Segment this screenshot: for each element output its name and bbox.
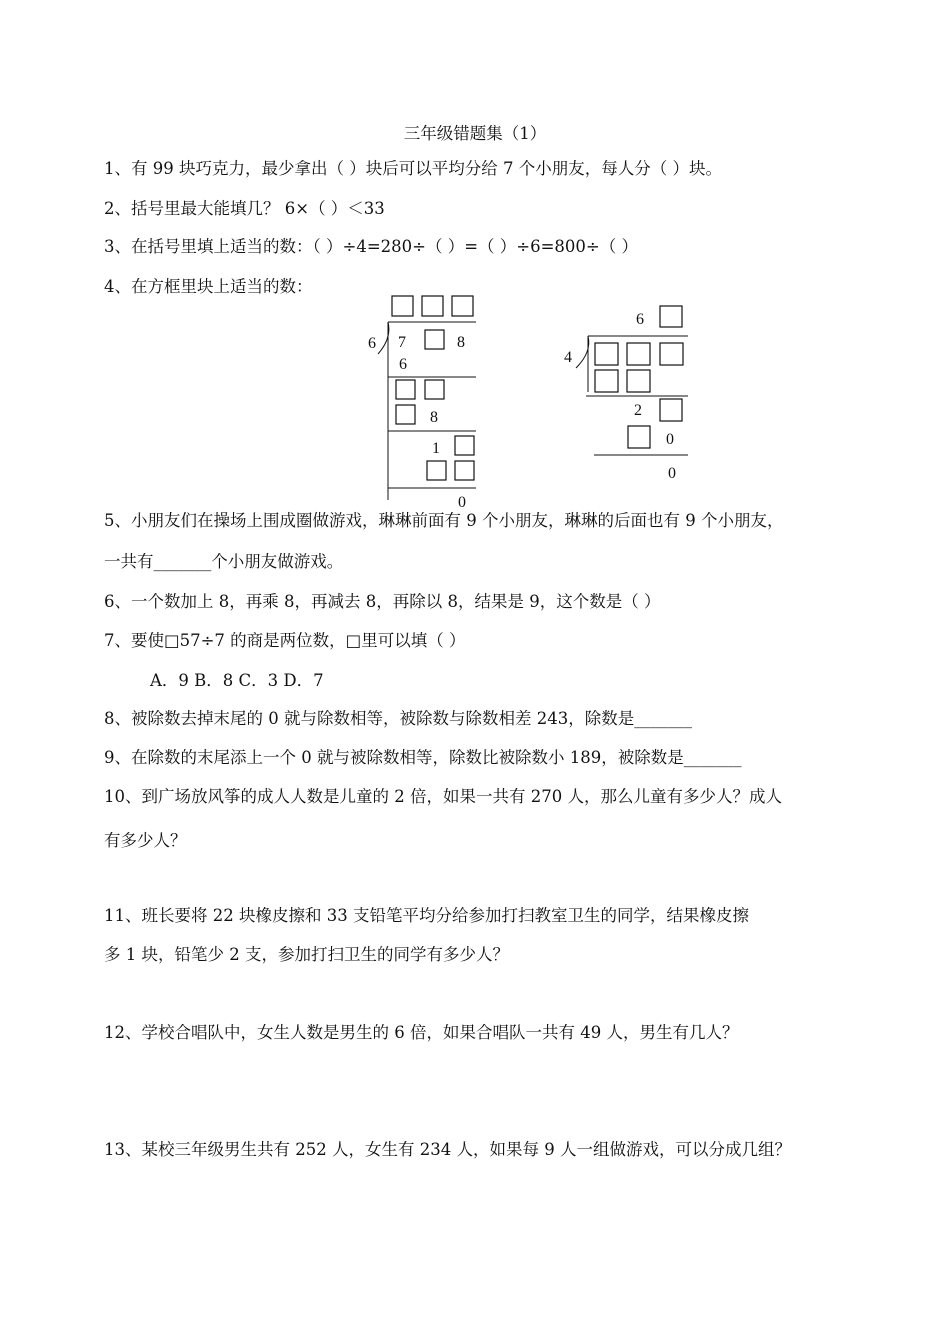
answer-box[interactable]	[595, 343, 618, 365]
answer-box[interactable]	[422, 296, 443, 316]
question-3: 3、在括号里填上适当的数：（ ）÷4=280÷（ ）=（ ）÷6=800÷（ ）	[104, 237, 638, 256]
question-7-options: A．9 B．8 C．3 D．7	[150, 671, 324, 690]
remainder-1: 0	[458, 494, 466, 511]
step-digit: 8	[430, 409, 438, 426]
divisor-1: 6	[368, 335, 376, 352]
question-10-line2: 有多少人？	[104, 831, 187, 850]
question-8: 8、被除数去掉末尾的 0 就与除数相等，被除数与除数相差 243，除数是_______	[104, 709, 692, 728]
answer-box[interactable]	[660, 306, 682, 327]
question-10-line1: 10、到广场放风筝的成人人数是儿童的 2 倍，如果一共有 270 人，那么儿童有多少人？成人	[104, 787, 782, 806]
answer-box[interactable]	[396, 405, 415, 424]
answer-box[interactable]	[628, 426, 650, 448]
answer-box[interactable]	[425, 330, 444, 349]
question-13: 13、某校三年级男生共有 252 人，女生有 234 人，如果每 9 人一组做游戏，可以分成几组？	[104, 1140, 791, 1159]
answer-box[interactable]	[627, 370, 650, 392]
answer-box[interactable]	[425, 380, 444, 399]
long-division-2	[564, 306, 688, 482]
dividend-digit: 8	[457, 334, 465, 351]
step-digit: 0	[666, 431, 674, 448]
answer-box[interactable]	[660, 399, 682, 421]
long-division-1	[368, 296, 476, 511]
question-6: 6、一个数加上 8，再乘 8，再减去 8，再除以 8，结果是 9，这个数是（ ）	[104, 592, 661, 611]
answer-box[interactable]	[627, 343, 650, 365]
answer-box[interactable]	[595, 370, 618, 392]
step-digit: 1	[432, 440, 440, 457]
answer-box[interactable]	[427, 461, 446, 480]
question-4: 4、在方框里块上适当的数：	[104, 277, 313, 296]
answer-box[interactable]	[455, 436, 474, 455]
answer-box[interactable]	[392, 296, 413, 316]
dividend-digit: 7	[398, 334, 406, 351]
question-11-line1: 11、班长要将 22 块橡皮擦和 33 支铅笔平均分给参加打扫教室卫生的同学，结果橡皮擦	[104, 906, 749, 925]
question-5-line1: 5、小朋友们在操场上围成圈做游戏，琳琳前面有 9 个小朋友，琳琳的后面也有 9 个小朋友，	[104, 511, 784, 530]
step-digit: 2	[634, 402, 642, 419]
long-division-diagrams	[330, 290, 750, 515]
divisor-2: 4	[564, 349, 572, 366]
question-11-line2: 多 1 块，铅笔少 2 支，参加打扫卫生的同学有多少人？	[104, 945, 509, 964]
question-12: 12、学校合唱队中，女生人数是男生的 6 倍，如果合唱队一共有 49 人，男生有几人？	[104, 1023, 739, 1042]
answer-box[interactable]	[455, 461, 474, 480]
step-digit: 6	[399, 356, 407, 373]
quotient-digit: 6	[636, 311, 644, 328]
question-7: 7、要使□57÷7 的商是两位数，□里可以填（ ）	[104, 631, 466, 650]
question-5-line2: 一共有_______个小朋友做游戏。	[104, 552, 344, 571]
question-9: 9、在除数的末尾添上一个 0 就与被除数相等，除数比被除数小 189，被除数是_______	[104, 748, 742, 767]
remainder-2: 0	[668, 465, 676, 482]
answer-box[interactable]	[452, 296, 473, 316]
answer-box[interactable]	[396, 380, 415, 399]
question-1: 1、有 99 块巧克力，最少拿出（ ）块后可以平均分给 7 个小朋友，每人分（ ）块。	[104, 159, 722, 178]
page-title: 三年级错题集（1）	[403, 124, 547, 143]
question-2: 2、括号里最大能填几？ 6×（ ）＜33	[104, 199, 385, 218]
answer-box[interactable]	[660, 343, 683, 365]
